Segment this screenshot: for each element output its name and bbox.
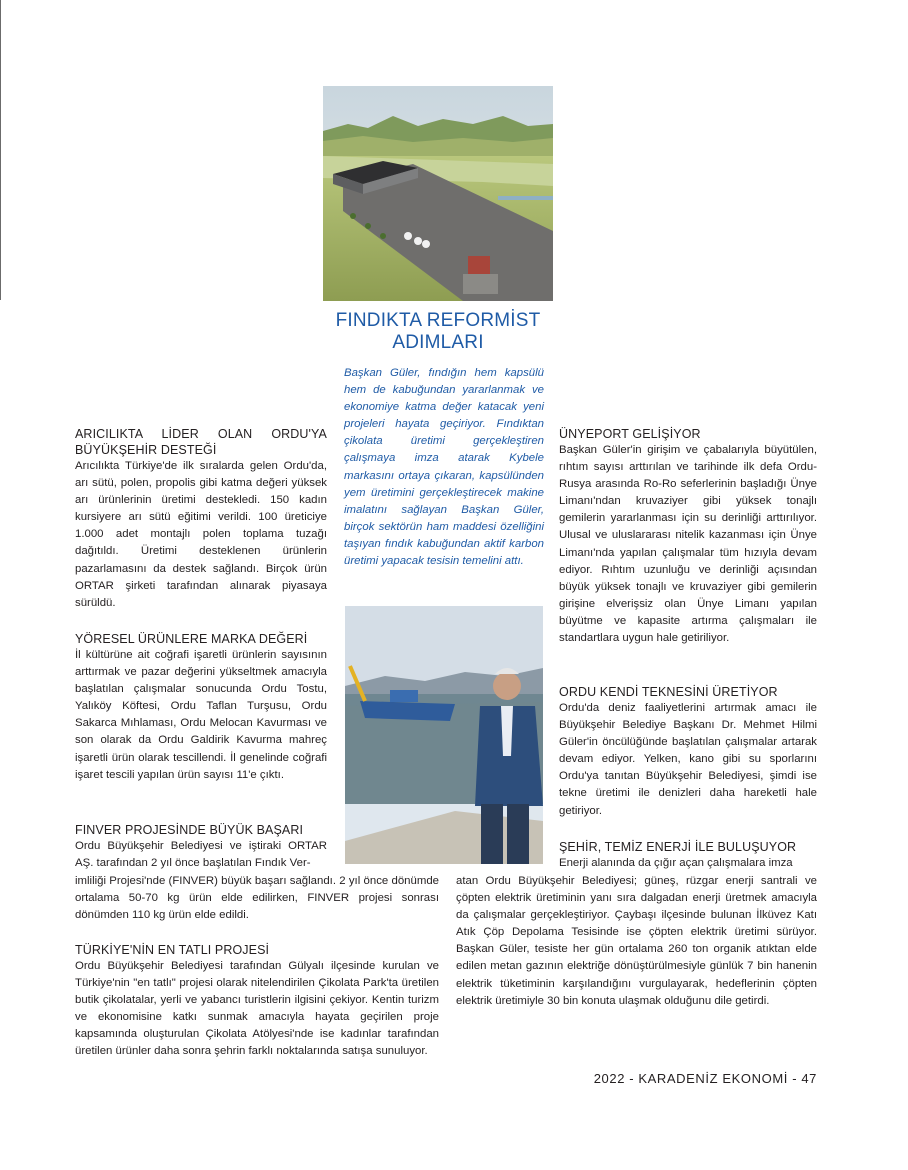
- section-yoresel-heading: YÖRESEL ÜRÜNLERE MARKA DEĞERİ: [75, 632, 308, 646]
- section-finver-body-a: Ordu Büyükşehir Belediyesi ve iştiraki ORTAR AŞ. tarafından 2 yıl önce başlatılan Fındık Ver-: [75, 840, 327, 870]
- section-unyeport-body: Başkan Güler'in girişim ve çabalarıyla büyütülen, rıhtım sayısı arttırılan ve tarihinde ilk defa Ordu-Rusya arasında Ro-Ro seferlerinin başladığı Ünye Limanı'ndan kruvaziyer gibi yüksek tonajlı gemilerin yararlanması için su derinliği arttırılıyor. Ulusal ve uluslararası nitelik kazanması için Ünye Limanı'nda yapılan çalışmalar tüm hızıyla devam ediyor. Rıhtım uzunluğu ve derinliği açısından büyük yüksek tonajlı ve kruvaziyer gibi gemilerin girişine elverişsiz olan Ünye Limanı yapılan büyütme ve kapasite artırma çalışmaları ile standartlara uygun hale getiriliyor.: [559, 444, 817, 645]
- section-aricilik-heading-line1: ARICILIKTA LİDER OLAN ORDU'YA: [75, 427, 327, 441]
- article-title: [318, 310, 558, 354]
- section-unyeport-heading: ÜNYEPORT GELİŞİYOR: [559, 427, 701, 441]
- section-tatli-body: Ordu Büyükşehir Belediyesi tarafından Gülyalı ilçesinde kurulan ve Türkiye'nin "en tatlı" projesi olarak nitelendirilen Çikolata Park'ta üretilen butik çikolatalar, yerli ve yabancı turistlerin ilgisini çekiyor. Kentin turizm ve ekonomisine katkı sunmak amacıyla hayata geçirilen proje kapsamında oluşturulan Çikolata Atölyesi'nde ise kadınlar tarafından üretilen ürünler daha sonra şehrin farklı noktalarında satışa sunuluyor.: [75, 960, 439, 1058]
- article-title-line1: FINDIKTA REFORMİST: [335, 310, 541, 331]
- section-yoresel-body: İl kültürüne ait coğrafi işaretli ürünlerin sayısının arttırmak ve pazar değerini yükseltmek amacıyla başlatılan çalışmalar sonucunda Ordu Tostu, Yalıköy Köftesi, Ordu Taflan Turşusu, Ordu Sakarca Mıhlaması, Ordu Melocan Kavurması ve son olarak da Ordu Galdirik Kavurma mahreç işaretli ürün olarak tescillendi. İl genelinde coğrafi işaret tescili yapılan ürün sayısı 11'e çıktı.: [75, 649, 327, 781]
- section-enerji-heading: ŞEHİR, TEMİZ ENERJİ İLE BULUŞUYOR: [559, 840, 797, 854]
- lead-paragraph: Başkan Güler, fındığın hem kapsülü hem de kabuğundan yararlanmak ve ekonomiye katma değer katacak yeni projeleri hayata geçiriyor. Fındıktan çikolata üretimi gerçekleştiren çalışmaya imza atarak Kybele markasını ortaya çıkaran, kapsülünden yem üretimini gerçekleştirecek makine imalatını sağlayan Başkan Güler, birçok sektörün ham maddesi özelliğini taşıyan fındık kabuğundan aktif karbon üretimi yapacak tesisin temelini attı.: [344, 367, 544, 568]
- section-enerji: [559, 839, 817, 872]
- article-title-line2: ADIMLARI: [392, 332, 484, 353]
- section-tekne: [559, 684, 817, 820]
- section-enerji-body-b: atan Ordu Büyükşehir Belediyesi; güneş, rüzgar enerji santrali ve çöpten elektrik üretiminin yanı sıra dalgadan enerji üretmek amacıyla da çalışmalar gerçekleştiriyor. Çaybaşı ilçesinde bulunan İlküvez Katı Atık Çöp Depolama Tesisinde ise çöpten elektrik üretimi sürüyor. Başkan Güler, tesiste her gün ortalama 260 ton organik atıktan elde edilen metan gazının elektriğe dönüştürülmesiyle günlük 7 bin hanenin elektrik tüketiminin karşılandığını vurgulayarak, hedeflerinin çöpten elektrik üretimiyle 30 bin konuta ulaşmak olduğunu dile getirdi.: [456, 875, 817, 1007]
- harbor-photo: [345, 606, 543, 864]
- section-aricilik-heading-line2: BÜYÜKŞEHİR DESTEĞİ: [75, 443, 217, 457]
- facility-rendering-image: [323, 86, 553, 301]
- section-tekne-heading: ORDU KENDİ TEKNESİNİ ÜRETİYOR: [559, 685, 778, 699]
- section-yoresel: [75, 631, 327, 784]
- section-tatli: [75, 942, 439, 1061]
- section-finver-body-b: imliliği Projesi'nde (FINVER) büyük başarı sağlandı. 2 yıl önce dönümde ortalama 50-70 kg ürün elde edilirken, FINVER projesi sonrası dönümden 110 kg ürün elde edildi.: [75, 875, 439, 922]
- section-unyeport: [559, 426, 817, 647]
- section-aricilik: [75, 426, 327, 612]
- section-tatli-heading: TÜRKİYE'NİN EN TATLI PROJESİ: [75, 943, 270, 957]
- page-edge-line: [0, 0, 1, 300]
- section-finver: [75, 822, 327, 872]
- section-tekne-body: Ordu'da deniz faaliyetlerini artırmak amacı ile Büyükşehir Belediye Başkanı Dr. Mehmet Hilmi Güler'in öncülüğünde başlatılan çalışmalar artarak devam ediyor. Yelken, kano gibi su sporlarını Ordu'ya tanıtan Büyükşehir Belediyesi, şimdi ise tekne üretimi ile denizleri daha hareketli hale getiriyor.: [559, 702, 817, 817]
- section-aricilik-body: Arıcılıkta Türkiye'de ilk sıralarda gelen Ordu'da, arı sütü, polen, propolis gibi katma değeri yüksek arı ürünlerinin üretimi destekledi. 150 kadın kursiyere arı sütü eğitimi verildi. 100 üreticiye 1.000 adet montajlı polen toplama tuzağı dağıtıldı. Üretimi desteklenen ürünlerin pazarlamasını da destek sağlandı. Birçok ürün ORTAR şirketi tarafından alınarak piyasaya sürüldü.: [75, 460, 327, 609]
- section-enerji-body-a: Enerji alanında da çığır açan çalışmalara imza: [559, 857, 793, 869]
- page-footer: 2022 - KARADENİZ EKONOMİ - 47: [593, 1071, 817, 1086]
- section-finver-heading: FINVER PROJESİNDE BÜYÜK BAŞARI: [75, 823, 304, 837]
- section-aricilik-heading: [75, 426, 327, 458]
